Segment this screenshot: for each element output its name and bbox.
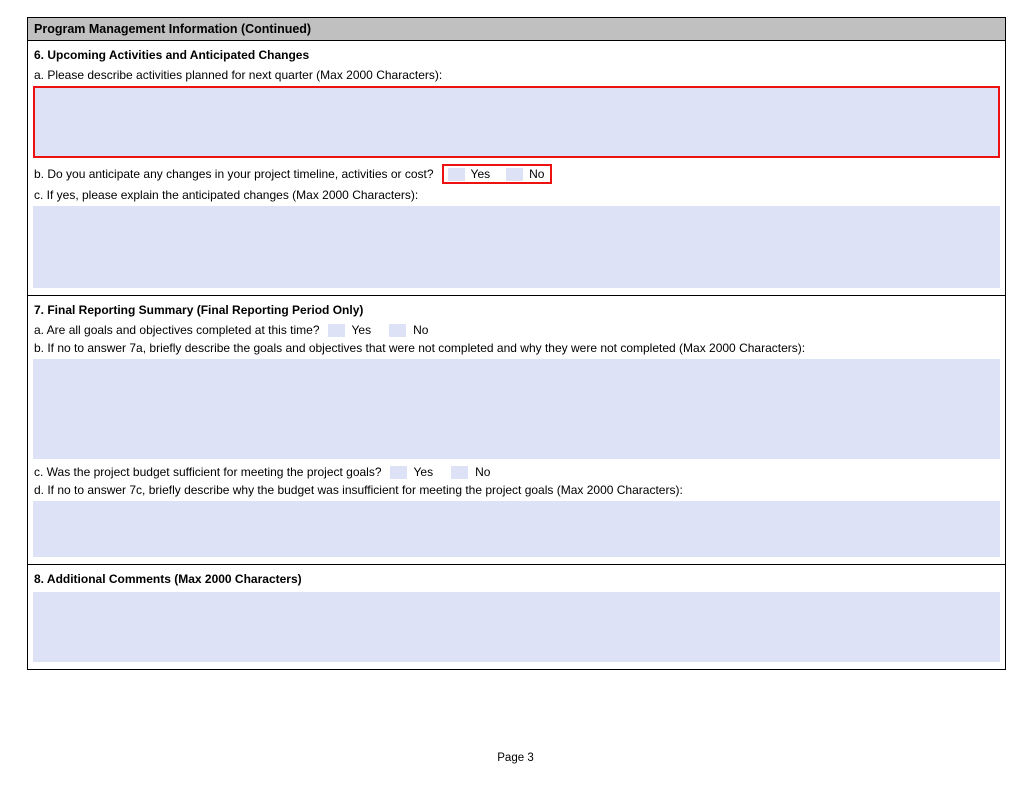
question-6b-choices xyxy=(442,164,553,184)
question-7d-label: d. If no to answer 7c, briefly describe why the budget was insufficient for meeting the project goals (Max 2000 Characters): xyxy=(34,483,683,497)
section-8 xyxy=(28,565,1005,669)
checkbox-6b-no-label: No xyxy=(529,167,545,181)
checkbox-7c-yes-label: Yes xyxy=(413,465,434,479)
checkbox-7c-yes[interactable] xyxy=(390,466,407,479)
question-6a-input[interactable] xyxy=(35,88,998,156)
section-6 xyxy=(28,41,1005,296)
section-7 xyxy=(28,296,1005,565)
page-footer: Page 3 xyxy=(497,752,534,764)
checkbox-6b-no[interactable] xyxy=(506,168,523,181)
question-6b-row xyxy=(34,164,1000,184)
section-8-input[interactable] xyxy=(33,592,1000,662)
question-7a-label: a. Are all goals and objectives completed at this time? xyxy=(34,323,320,337)
checkbox-6b-yes[interactable] xyxy=(448,168,465,181)
checkbox-7a-yes-label: Yes xyxy=(351,323,372,337)
question-7b-label: b. If no to answer 7a, briefly describe the goals and objectives that were not completed and why they were not completed (Max 2000 Characters): xyxy=(34,341,806,355)
section-6-title: 6. Upcoming Activities and Anticipated Changes xyxy=(34,48,310,62)
form-page xyxy=(27,17,1004,670)
page-title: Program Management Information (Continued) xyxy=(28,18,1005,41)
question-7b-input[interactable] xyxy=(33,359,1000,459)
question-7d-input[interactable] xyxy=(33,501,1000,557)
question-6c-label: c. If yes, please explain the anticipated changes (Max 2000 Characters): xyxy=(34,188,419,202)
question-7c-row xyxy=(34,465,1000,479)
checkbox-7a-yes[interactable] xyxy=(328,324,345,337)
checkbox-7c-no[interactable] xyxy=(451,466,468,479)
question-6c-input[interactable] xyxy=(33,206,1000,288)
question-7a-row xyxy=(34,323,1000,337)
section-8-title: 8. Additional Comments (Max 2000 Characters) xyxy=(34,572,302,586)
checkbox-7a-no-label: No xyxy=(413,323,429,337)
question-6a-label: a. Please describe activities planned for next quarter (Max 2000 Characters): xyxy=(34,68,443,82)
checkbox-7c-no-label: No xyxy=(475,465,491,479)
question-7c-label: c. Was the project budget sufficient for meeting the project goals? xyxy=(34,465,382,479)
question-6a-highlight xyxy=(33,86,1000,158)
question-7a-choices xyxy=(328,323,447,337)
checkbox-7a-no[interactable] xyxy=(389,324,406,337)
form-table xyxy=(27,17,1006,670)
question-7c-choices xyxy=(390,465,509,479)
section-7-title: 7. Final Reporting Summary (Final Reporting Period Only) xyxy=(34,303,364,317)
question-6b-label: b. Do you anticipate any changes in your project timeline, activities or cost? xyxy=(34,167,434,181)
checkbox-6b-yes-label: Yes xyxy=(470,167,491,181)
